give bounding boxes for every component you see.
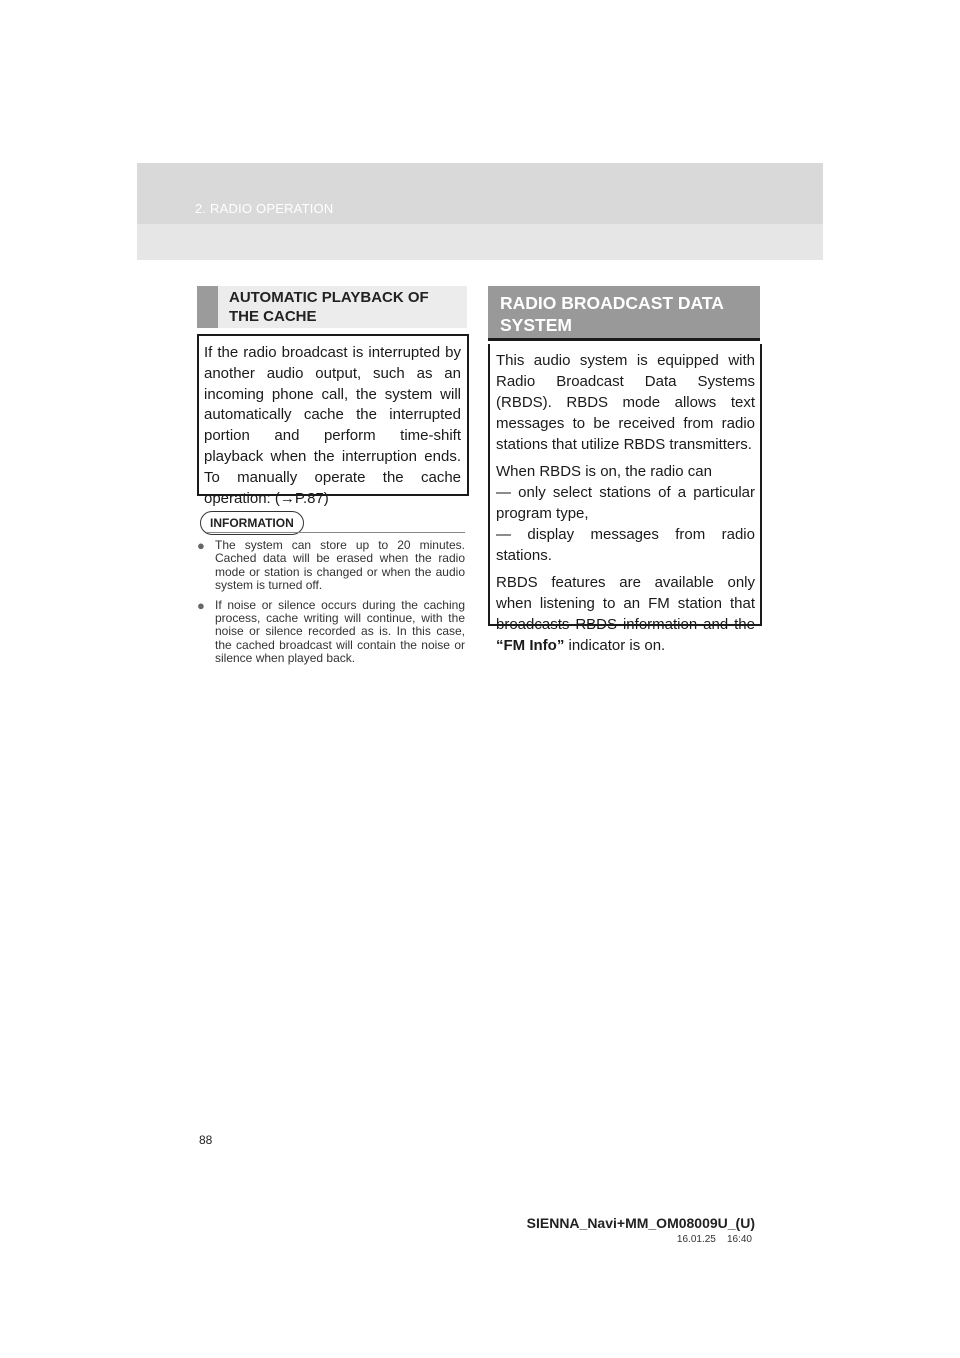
rbds-intro-paragraph: This audio system is equipped with Radio Broadcast Data Systems (RBDS). RBDS mode allows text messages to be received from radio stations that utilize RBDS transmitters.	[496, 352, 755, 453]
cache-section-heading	[197, 286, 467, 328]
information-item	[197, 539, 465, 593]
header-inner-band	[137, 224, 823, 260]
page-number: 88	[199, 1133, 213, 1147]
information-list	[197, 539, 465, 672]
fm-info-indicator-label: “FM Info”	[496, 637, 565, 654]
rbds-capability-item: — only select stations of a particular program type,	[496, 484, 755, 522]
rbds-section-heading	[488, 286, 760, 341]
cache-section-title: AUTOMATIC PLAYBACK OF THE CACHE	[229, 289, 429, 325]
bullet-icon: ●	[197, 597, 205, 613]
information-item	[197, 599, 465, 666]
rbds-availability-text: RBDS features are available only when listening to an FM station that broadcasts RBDS information and the	[496, 574, 755, 633]
rbds-availability-paragraph	[496, 572, 755, 656]
document-id: SIENNA_Navi+MM_OM08009U_(U)	[526, 1215, 755, 1231]
cache-description-box	[197, 334, 469, 507]
print-timestamp: 16.01.25 16:40	[676, 1234, 752, 1245]
information-badge: INFORMATION	[200, 511, 304, 535]
rbds-capability-item: — display messages from radio stations.	[496, 526, 755, 564]
rbds-capabilities-intro: When RBDS is on, the radio can	[496, 463, 712, 480]
rbds-availability-text-end: indicator is on.	[564, 637, 666, 654]
information-item-text: If noise or silence occurs during the caching process, cache writing will continue, with the noise or silence recorded as is. In this case, the cached broadcast will contain the noise or silence when played back.	[215, 597, 465, 666]
information-divider	[207, 532, 465, 533]
header-band	[137, 163, 823, 260]
section-header-title: 2. RADIO OPERATION	[195, 201, 334, 216]
rbds-capabilities-paragraph	[496, 461, 755, 566]
rbds-section-title: RADIO BROADCAST DATA SYSTEM	[500, 293, 724, 335]
cache-description-text: If the radio broadcast is interrupted by another audio output, such as an incoming phone call, the system will automatically cache the interrupted portion and perform time-shift playback when the interruption ends. To manually operate the cache operation: (→P.87)	[204, 344, 461, 507]
information-item-text: The system can store up to 20 minutes. Cached data will be erased when the radio mode or station is changed or when the audio system is turned off.	[215, 538, 465, 593]
heading-accent-bar	[197, 286, 218, 328]
rbds-description-box	[488, 344, 762, 654]
bullet-icon: ●	[197, 538, 205, 553]
